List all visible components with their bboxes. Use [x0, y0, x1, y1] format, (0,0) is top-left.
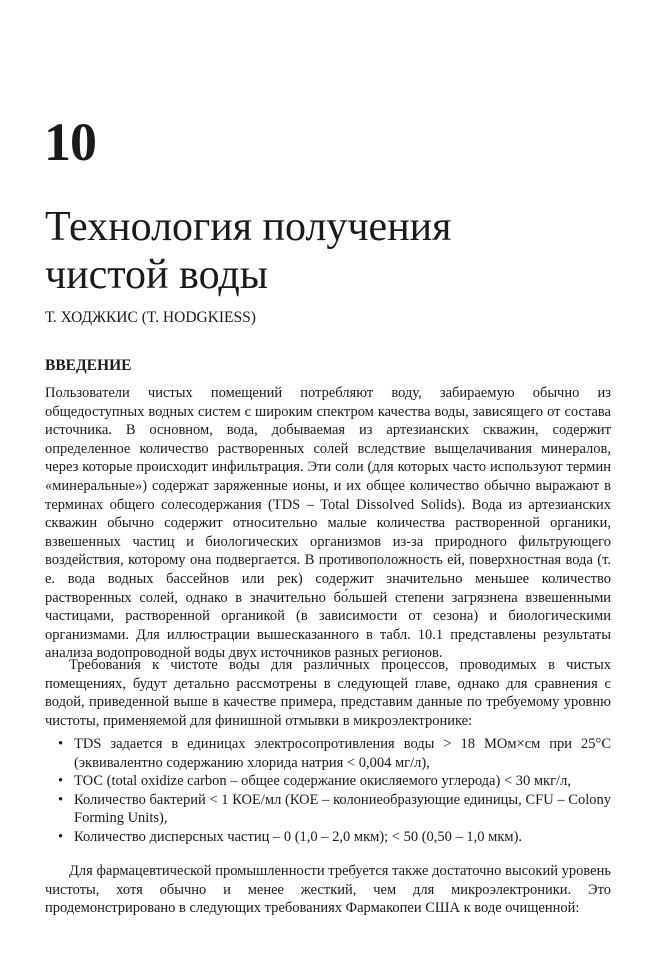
chapter-number: 10 [44, 112, 96, 172]
list-item-text: Количество дисперсных частиц – 0 (1,0 – 2,0 мкм); < 50 (0,50 – 1,0 мкм). [74, 828, 523, 845]
bullet-icon: • [58, 828, 64, 845]
bullet-icon: • [58, 736, 64, 752]
bullet-icon: • [58, 791, 64, 808]
list-item-text: ТОС (total oxidize carbon – общее содержание окисляемого углерода) < 30 мкг/л, [74, 773, 571, 790]
chapter-title: Технология получения чистой воды [45, 204, 452, 298]
list-item [58, 735, 611, 772]
bullet-icon: • [58, 773, 64, 790]
chapter-author: Т. ХОДЖКИС (T. HODGKIESS) [45, 309, 256, 326]
list-item-text: Количество бактерий < 1 КОЕ/мл (КОЕ – колониеобразующие единицы, CFU – Colony Forming Units), [74, 791, 611, 827]
list-item [58, 828, 611, 847]
list-item [58, 772, 611, 791]
requirements-paragraph: Требования к чистоте воды для различных процессов, проводимых в чистых помещениях, будут детально рассмотрены в следующей главе, однако для сравнения с водой, приведенной выше в качестве примера, представим данные по требуемому уровню чистоты, применяемой для финишной отмывки в микроэлектронике: [45, 657, 611, 729]
list-item-text: TDS задается в единицах электросопротивления воды > 18 МОм×см при 25°С (эквивалентно содержанию хлорида натрия < 0,004 мг/л), [74, 736, 611, 771]
list-item [58, 791, 611, 828]
pharma-paragraph: Для фармацевтической промышленности требуется также достаточно высокий уровень чистоты, хотя обычно и менее жесткий, чем для микроэлектроники. Это продемонстрировано в следующих требованиях Фармакопеи США к воде очищенной: [45, 863, 611, 917]
requirements-list [58, 735, 611, 847]
intro-paragraph: Пользователи чистых помещений потребляют воду, забираемую обычно из общедоступных водных систем с широким спектром качества воды, зависящего от состава источника. В основном, вода, добываемая из артезианских скважин, содержит определенное количество растворенных солей вследствие выщелачивания минералов, через которые происходит инфильтрация. Эти соли (для которых часто используют термин «минеральные») содержат заряженные ионы, и их общее количество обычно выражают в терминах общего солесодержания (TDS – Total Dissolved Solids). Вода из артезианских скважин обычно содержит относительно малые количества растворенной органики, взвешенных частиц и биологических организмов из-за природного фильтрующего воздействия, которому она подвергается. В противоположность ей, поверхностная вода (т. е. вода водных бассейнов или рек) содержит значительно меньшее количество растворенных солей, однако в значительно бо́льшей степени загрязнена взвешенными частицами, растворенной органикой (в зависимости от сезона) и биологическими организмами. Для иллюстрации вышесказанного в табл. 10.1 представлены результаты анализа водопроводной воды двух источников разных регионов. [45, 385, 611, 662]
section-heading: ВВЕДЕНИЕ [45, 357, 132, 374]
